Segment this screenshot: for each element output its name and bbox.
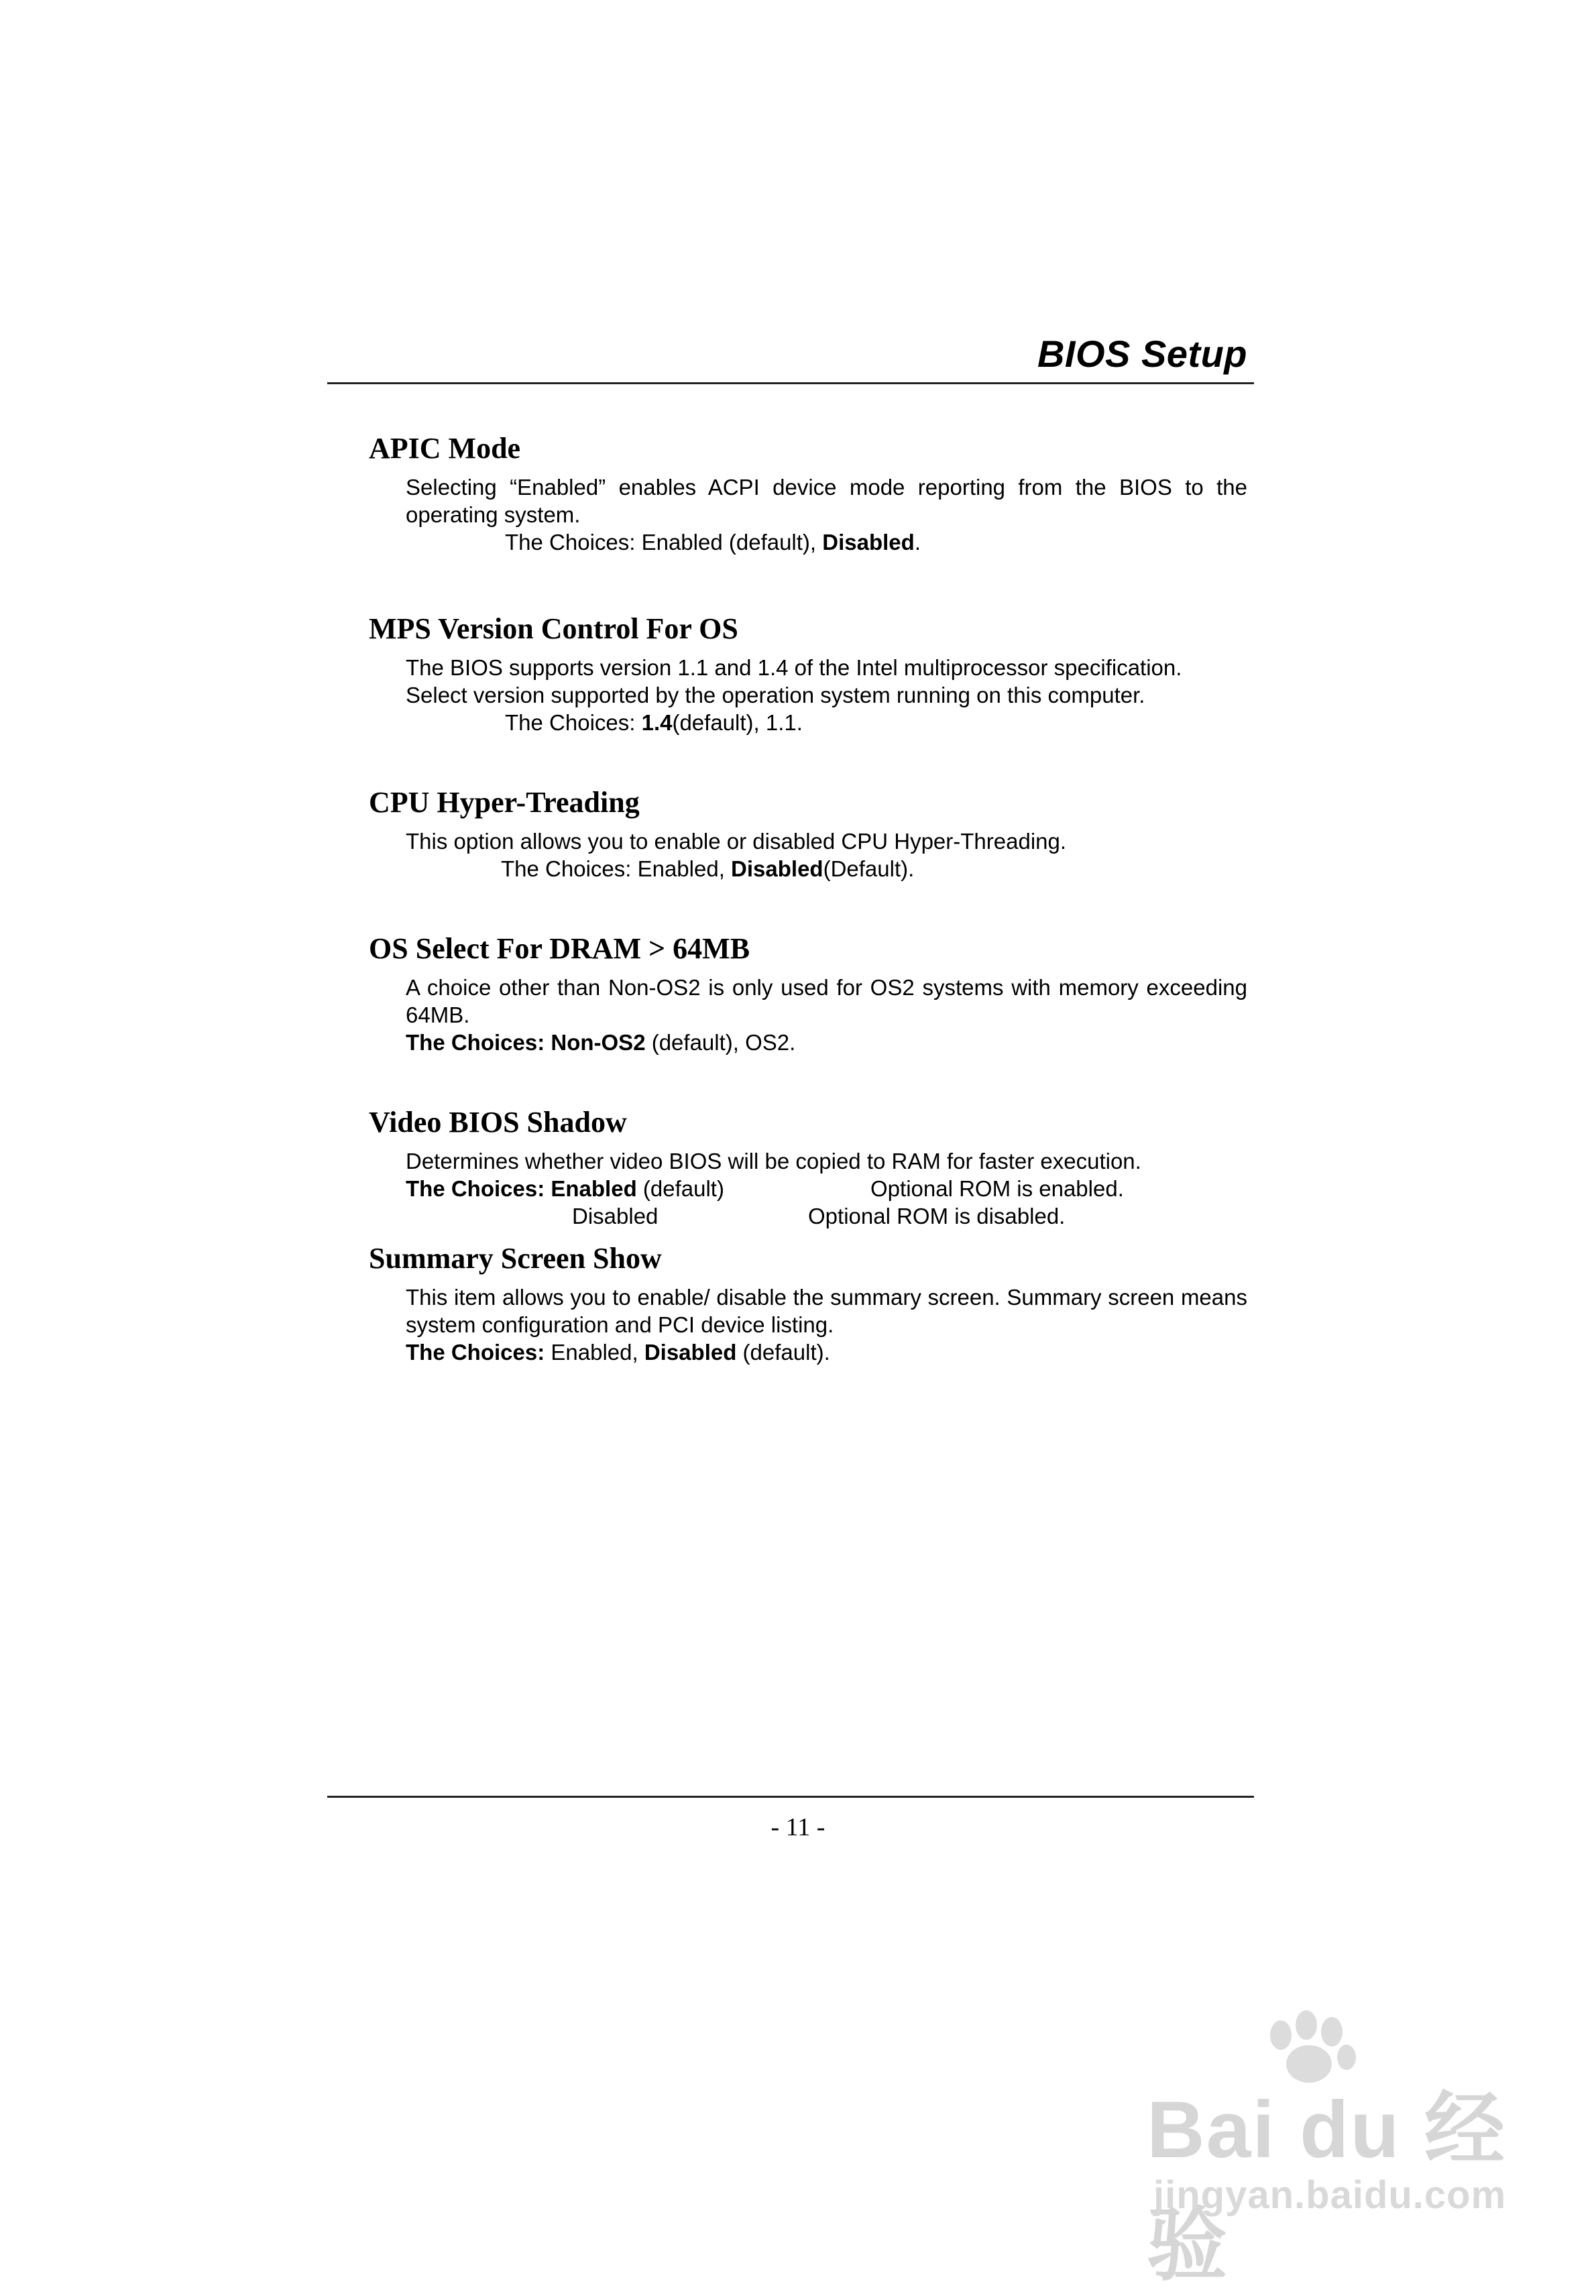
section-description: Selecting “Enabled” enables ACPI device mode reporting from the BIOS to the operating system. — [406, 475, 1247, 527]
section-title: Summary Screen Show — [369, 1242, 662, 1275]
watermark-logo: Bai du 经验 — [1147, 2085, 1507, 2290]
section-cpu-hyper-treading — [369, 783, 1247, 882]
page-number: - 11 - — [771, 1813, 825, 1841]
section-mps-version — [369, 610, 1247, 736]
section-summary-screen-show — [369, 1239, 1247, 1366]
header-rule — [327, 382, 1254, 384]
section-description: Determines whether video BIOS will be copied to RAM for faster execution. — [406, 1149, 1141, 1173]
choice-option: Disabled — [572, 1204, 659, 1228]
choices-line: The Choices: Non-OS2 (default), OS2. — [406, 1030, 796, 1055]
choice-row-disabled — [406, 1202, 1247, 1230]
section-description: A choice other than Non-OS2 is only used for OS2 systems with memory exceeding 64MB. — [406, 975, 1247, 1027]
choices-line: The Choices: Enabled, Disabled (default). — [406, 1340, 830, 1365]
choices-line: The Choices: Enabled (default), Disabled. — [505, 530, 921, 555]
choices-line: The Choices: Enabled, Disabled(Default). — [501, 856, 915, 881]
choices-line: The Choices: 1.4(default), 1.1. — [505, 710, 803, 735]
page-header-title: BIOS Setup — [1037, 333, 1247, 375]
section-description-line: The BIOS supports version 1.1 and 1.4 of the Intel multiprocessor specification. — [406, 655, 1182, 680]
watermark-url: jingyan.baidu.com — [1153, 2173, 1507, 2217]
section-description-line: Select version supported by the operation system running on this computer. — [406, 683, 1145, 707]
footer-rule — [327, 1796, 1254, 1798]
choice-row-enabled: The Choices: Enabled (default) Optional ROM is enabled. — [406, 1176, 1124, 1201]
section-description: This option allows you to enable or disabled CPU Hyper-Threading. — [406, 829, 1067, 854]
section-title: CPU Hyper-Treading — [369, 786, 640, 819]
section-title: OS Select For DRAM > 64MB — [369, 932, 750, 965]
section-title: APIC Mode — [369, 432, 521, 465]
choice-description: Optional ROM is enabled. — [870, 1176, 1124, 1201]
baidu-watermark — [1133, 2005, 1536, 2290]
section-description: This item allows you to enable/ disable the summary screen. Summary screen means system configuration and PCI device listing. — [406, 1285, 1247, 1337]
section-title: Video BIOS Shadow — [369, 1106, 627, 1139]
section-apic-mode — [369, 429, 1247, 556]
document-body — [369, 429, 1247, 1366]
section-title: MPS Version Control For OS — [369, 612, 738, 645]
choice-description: Optional ROM is disabled. — [808, 1204, 1066, 1228]
section-video-bios-shadow — [369, 1103, 1247, 1230]
section-os-select-dram — [369, 929, 1247, 1056]
